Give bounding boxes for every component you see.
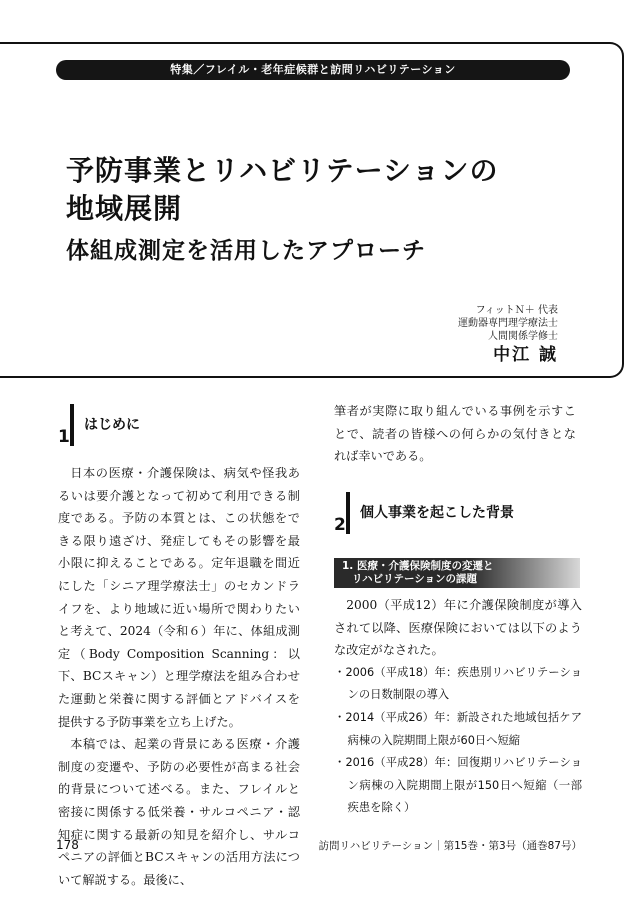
section-heading-1 bbox=[58, 404, 140, 446]
author-affiliation: 人間関係学修士 bbox=[488, 331, 558, 342]
body-paragraph: 2000（平成12）年に介護保険制度が導入されて以降、医療保険においては以下のような改定がなされた。 bbox=[334, 598, 582, 658]
author-name: 中江 誠 bbox=[493, 345, 558, 365]
article-subtitle: 体組成測定を活用したアプローチ bbox=[66, 238, 426, 264]
subsection-line: リハビリテーションの課題 bbox=[352, 573, 478, 585]
body-paragraph: 日本の医療・介護保険は、病気や怪我あるいは要介護となって初めて利用できる制度である。予防の本質とは、この状態をできる限り遠ざけ、発症してもその影響を最小限に抑えることである。定年退職を間近にした「シニア理学療法士」のセカンドライフを、より地域に近い場所で関わりたいと考えて、2024（令和６）年に、体組成測定（Body Composition Scanning：以下、BCスキャン）と理学療法を組み合わせた運動と栄養に関する評価とアドバイスを提供する予防事業を立ち上げた。 bbox=[58, 466, 300, 729]
right-column-body bbox=[334, 594, 582, 820]
series-banner: 特集／フレイル・老年症候群と訪問リハビリテーション bbox=[56, 60, 570, 80]
revision-list bbox=[334, 662, 582, 820]
body-paragraph: 筆者が実際に取り組んでいる事例を示すことで、読者の皆様への何らかの気付きとなれば幸いである。 bbox=[334, 404, 576, 464]
author-affiliation: フィットＮ＋ 代表 bbox=[475, 305, 558, 316]
subsection-line: 1. 医療・介護保険制度の変遷と bbox=[342, 560, 494, 572]
title-line: 地域展開 bbox=[66, 192, 183, 225]
right-column-top bbox=[334, 400, 576, 468]
section-number: 1 bbox=[58, 427, 70, 447]
list-item: ・ 2006（平成18）年：疾患別リハビリテーションの日数制限の導入 bbox=[334, 662, 582, 707]
list-item: ・ 2014（平成26）年：新設された地域包括ケア病棟の入院期間上限が60日へ短縮 bbox=[334, 707, 582, 752]
section-heading-2 bbox=[334, 492, 514, 534]
article-title bbox=[66, 152, 498, 228]
journal-citation: 訪問リハビリテーション｜第15巻・第3号（通巻87号） bbox=[318, 840, 582, 852]
left-column bbox=[58, 462, 300, 891]
section-title: はじめに bbox=[84, 417, 140, 433]
page-number: 178 bbox=[56, 838, 79, 852]
section-bar bbox=[70, 404, 74, 446]
title-line: 予防事業とリハビリテーションの bbox=[66, 154, 499, 187]
subsection-heading bbox=[334, 558, 580, 588]
author-block bbox=[458, 304, 558, 365]
section-bar bbox=[346, 492, 350, 534]
list-item: ・ 2016（平成28）年：回復期リハビリテーション病棟の入院期間上限が150日へ短縮（一部疾患を除く） bbox=[334, 752, 582, 820]
author-affiliation: 運動器専門理学療法士 bbox=[458, 318, 558, 329]
section-number: 2 bbox=[334, 515, 346, 535]
section-title: 個人事業を起こした背景 bbox=[360, 505, 514, 521]
body-paragraph: 本稿では、起業の背景にある医療・介護制度の変遷や、予防の必要性が高まる社会的背景について述べる。また、フレイルと密接に関係する低栄養・サルコペニア・認知症に関する最新の知見を紹介し、サルコペニアの評価とBCスキャンの活用方法について解説する。最後に、 bbox=[58, 737, 300, 887]
